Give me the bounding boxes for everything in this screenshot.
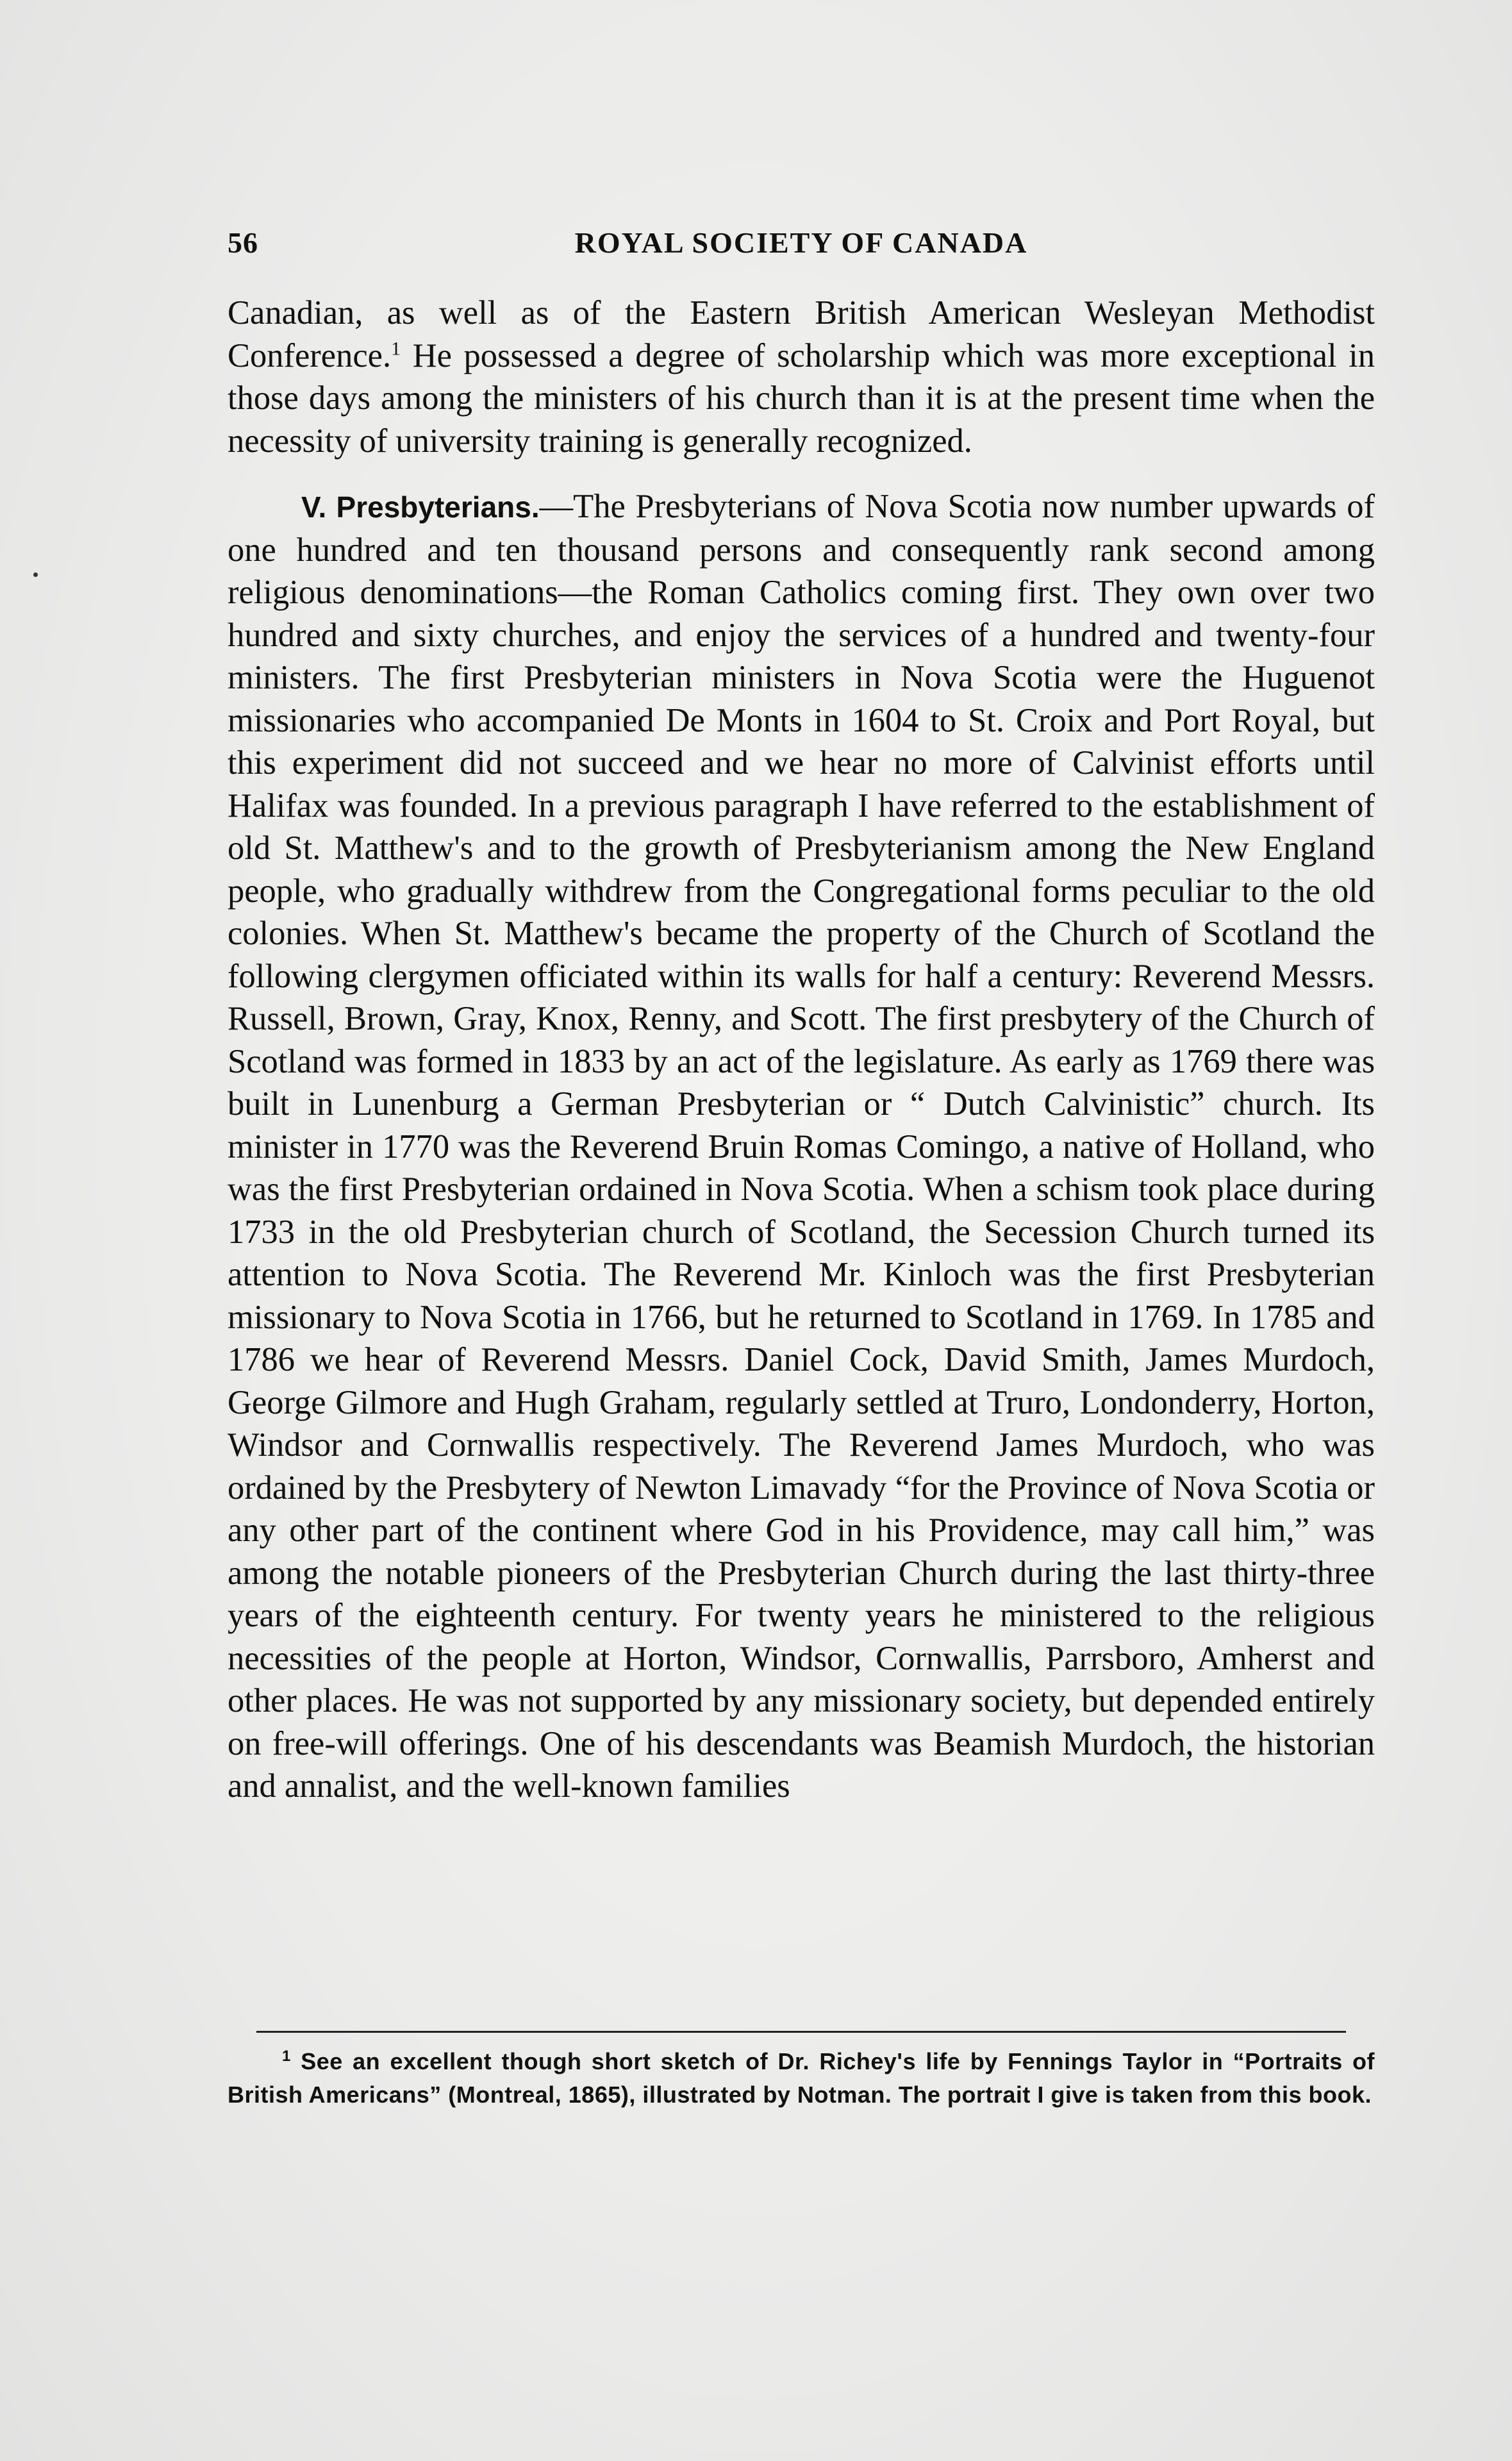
paragraph-text: —The Presbyterians of Nova Scotia now number upwards of one hundred and ten thousand persons and consequently rank second among religious denominations—the Roman Catholics coming first. They own over two hundred and sixty churches, and enjoy the services of a hundred and twenty-four ministers. The first Presbyterian ministers in Nova Scotia were the Huguenot missionaries who accompanied De Monts in 1604 to St. Croix and Port Royal, but this experiment did not succeed and we hear no more of Calvinist efforts until Halifax was founded. In a previous paragraph I have referred to the establishment of old St. Matthew's and to the growth of Presbyterianism among the New England people, who gradually withdrew from the Congregational forms peculiar to the old colonies. When St. Matthew's became the property of the Church of Scotland the following clergymen officiated within its walls for half a century: Reverend Messrs. Russell, Brown, Gray, Knox, Renny, and Scott. The first presbytery of the Church of Scotland was formed in 1833 by an act of the legislature. As early as 1769 there was built in Lunenburg a German Presbyterian or “ Dutch Calvinistic” church. Its minister in 1770 was the Reverend Bruin Romas Comingo, a native of Holland, who was the first Presbyterian ordained in Nova Scotia. When a schism took place during 1733 in the old Presbyterian church of Scotland, the Secession Church turned its attention to Nova Scotia. The Reverend Mr. Kinloch was the first Presbyterian missionary to Nova Scotia in 1766, but he returned to Scotland in 1769. In 1785 and 1786 we hear of Reverend Messrs. Daniel Cock, David Smith, James Murdoch, George Gilmore and Hugh Graham, regularly settled at Truro, Londonderry, Horton, Windsor and Cornwallis respectively. The Reverend James Murdoch, who was ordained by the Presbytery of Newton Limavady “for the Province of Nova Scotia or any other part of the continent where God in his Providence, may call him,” was among the notable pioneers of the Presbyterian Church during the last thirty-three years of the eighteenth century. For twenty years he ministered to the religious necessities of the people at Horton, Windsor, Cornwallis, Parrsboro, Amherst and other places. He was not supported by any missionary society, but depended entirely on free-will offerings. One of his descendants was Beamish Murdoch, the historian and annalist, and the well-known families: [228, 488, 1375, 1805]
footnote: [228, 2045, 1375, 2112]
footnote-reference: 1: [391, 338, 401, 359]
paragraph-text: Canadian, as well as of the Eastern British American Wesleyan Methodist Conference.$^1$ He possessed a degree of scholarship which was more exceptional in those days among the ministers of his church than it is at the present time when the necessity of university training is generally recognized.: [228, 294, 1375, 460]
running-title: ROYAL SOCIETY OF CANADA: [574, 226, 1028, 259]
footnote-text: See an excellent though short sketch of Dr. Richey's life by Fennings Taylor in “Portraits of British Americans” (Montreal, 1865), illustrated by Notman. The portrait I give is taken from this book.: [228, 2048, 1375, 2108]
footnote-marker: 1: [282, 2048, 291, 2065]
body-text: [228, 292, 1375, 1808]
footnote-divider: [256, 2031, 1346, 2033]
section-heading: V. Presbyterians.: [301, 490, 540, 524]
paragraph-presbyterians: [228, 485, 1375, 1808]
page-number: 56: [228, 226, 258, 259]
paragraph-continuation: [228, 292, 1375, 462]
page-header: [228, 226, 1375, 264]
scan-speck: [33, 572, 38, 577]
